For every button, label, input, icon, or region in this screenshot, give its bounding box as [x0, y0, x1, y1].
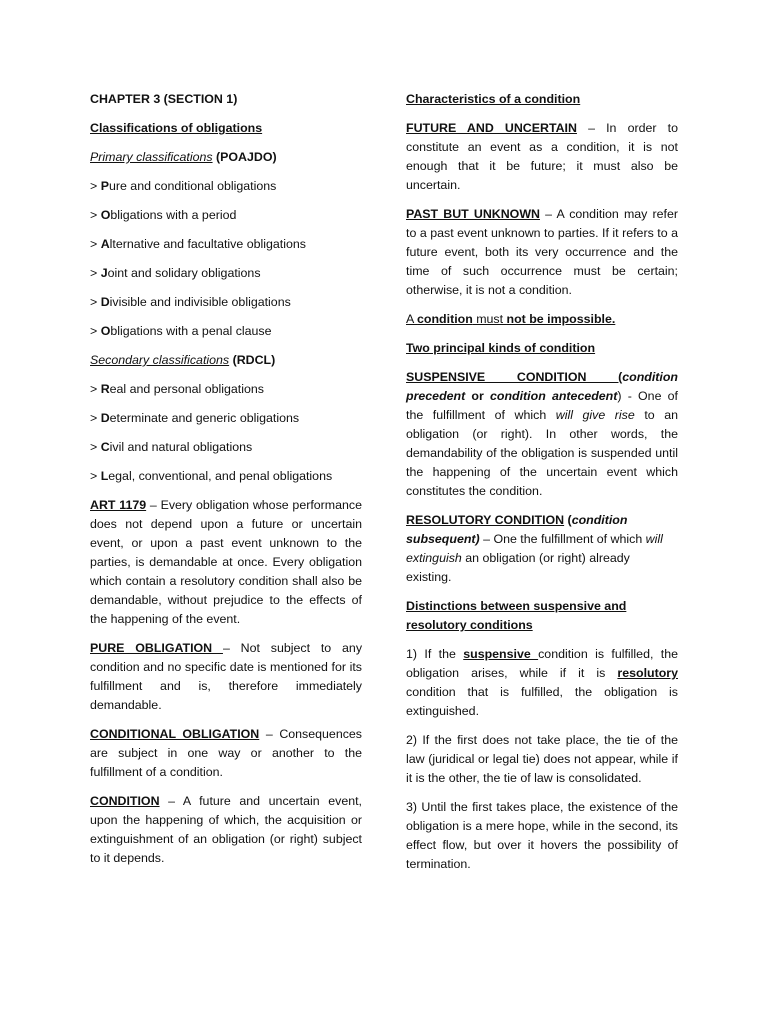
primary-classifications-heading — [90, 148, 362, 167]
characteristics-heading: Characteristics of a condition — [406, 92, 581, 106]
art-1179-paragraph — [90, 496, 362, 629]
classification-item — [90, 322, 362, 341]
primary-acronym: (POAJDO) — [216, 150, 277, 164]
item-text: bligations with a penal clause — [110, 324, 272, 338]
item-text: ivisible and indivisible obligations — [109, 295, 291, 309]
item-initial: O — [100, 324, 111, 338]
item-bullet: > — [90, 295, 101, 309]
distinction-1-part: condition is fulfilled, the obligation arises, while if it is — [406, 647, 678, 680]
resolutory-emphasis: will extinguish — [406, 532, 663, 565]
classification-item — [90, 409, 362, 428]
not-impossible-part: not be impossible. — [506, 312, 616, 326]
primary-list — [90, 177, 362, 341]
past-unknown-term: PAST BUT UNKNOWN — [406, 207, 540, 221]
suspensive-alt1: condition precedent — [406, 370, 678, 403]
item-initial: O — [100, 208, 111, 222]
not-impossible-part: must — [472, 312, 507, 326]
future-uncertain-text: – In order to constitute an event as a condition, it is not enough that it be future; it must also be uncertain. — [406, 121, 678, 192]
conditional-obligation-paragraph — [90, 725, 362, 782]
resolutory-term: RESOLUTORY CONDITION — [406, 513, 565, 527]
distinction-1 — [406, 645, 678, 721]
item-initial: L — [100, 469, 109, 483]
item-text: ure and conditional obligations — [108, 179, 277, 193]
item-bullet: > — [90, 382, 101, 396]
pure-obligation-paragraph — [90, 639, 362, 715]
future-uncertain-paragraph — [406, 119, 678, 195]
item-bullet: > — [90, 411, 101, 425]
past-unknown-paragraph — [406, 205, 678, 300]
classifications-heading: Classifications of obligations — [90, 121, 263, 135]
suspensive-text-2: to an obligation (or right). In other words, the demandability of the obligation is suspended until the happening of the uncertain event which constitutes the condition. — [406, 408, 678, 498]
conditional-obligation-term: CONDITIONAL OBLIGATION — [90, 727, 260, 741]
item-initial: P — [100, 179, 109, 193]
suspensive-term: SUSPENSIVE CONDITION ( — [406, 370, 623, 384]
secondary-acronym: (RDCL) — [232, 353, 276, 367]
distinction-3: 3) Until the first takes place, the existence of the obligation is a mere hope, while in the second, its effect flow, but over it hovers the possibility of termination. — [406, 800, 678, 871]
condition-term: CONDITION — [90, 794, 160, 808]
chapter-title: CHAPTER 3 (SECTION 1) — [90, 92, 238, 106]
distinction-1-part: 1) If the — [406, 647, 464, 661]
suspensive-alt2: condition antecedent — [490, 389, 618, 403]
item-bullet: > — [90, 469, 101, 483]
item-text: egal, conventional, and penal obligations — [108, 469, 333, 483]
condition-paragraph — [90, 792, 362, 868]
not-impossible-part: condition — [417, 312, 473, 326]
item-text: eterminate and generic obligations — [109, 411, 300, 425]
item-bullet: > — [90, 324, 101, 338]
item-initial: D — [100, 411, 110, 425]
resolutory-alt: condition subsequent) — [406, 513, 628, 546]
item-bullet: > — [90, 208, 101, 222]
suspensive-emphasis: will give rise — [555, 408, 635, 422]
suspensive-condition-paragraph — [406, 368, 678, 501]
future-uncertain-term: FUTURE AND UNCERTAIN — [406, 121, 577, 135]
classification-item — [90, 438, 362, 457]
distinction-2: 2) If the first does not take place, the tie of the law (juridical or legal tie) does not appear, while if it is the other, the tie of law is consolidated. — [406, 733, 678, 785]
art-1179-term: ART 1179 — [90, 498, 147, 512]
classification-item — [90, 467, 362, 486]
item-initial: A — [100, 237, 110, 251]
pure-obligation-text: – Not subject to any condition and no specific date is mentioned for its fulfillment and is, therefore immediately demandable. — [90, 641, 363, 712]
left-column — [90, 90, 362, 878]
suspensive-text-1: ) - One of the fulfillment of which — [406, 389, 678, 422]
classification-item — [90, 264, 362, 283]
item-text: lternative and facultative obligations — [109, 237, 306, 251]
item-bullet: > — [90, 266, 101, 280]
item-bullet: > — [90, 237, 101, 251]
two-kinds-heading: Two principal kinds of condition — [406, 341, 596, 355]
distinctions-heading: Distinctions between suspensive and resolutory conditions — [406, 599, 627, 632]
right-column — [406, 90, 678, 884]
pure-obligation-term: PURE OBLIGATION — [90, 641, 223, 655]
resolutory-paren: ( — [564, 513, 572, 527]
classification-item — [90, 177, 362, 196]
item-initial: C — [100, 440, 110, 454]
item-initial: R — [100, 382, 110, 396]
secondary-classifications-heading — [90, 351, 362, 370]
not-impossible-part: A — [406, 312, 418, 326]
item-text: bligations with a period — [110, 208, 237, 222]
not-impossible-note — [406, 310, 678, 329]
primary-label: Primary classifications — [90, 150, 213, 164]
classification-item — [90, 293, 362, 312]
item-text: ivil and natural obligations — [109, 440, 253, 454]
condition-text: – A future and uncertain event, upon the happening of which, the acquisition or extinguishment of an obligation (or right) subject to it depends. — [90, 794, 362, 865]
item-initial: J — [100, 266, 108, 280]
item-bullet: > — [90, 440, 101, 454]
distinction-1-resolutory: resolutory — [617, 666, 678, 680]
resolutory-text-1: – One the fulfillment of which — [479, 532, 646, 546]
item-initial: D — [100, 295, 110, 309]
resolutory-condition-paragraph — [406, 511, 678, 587]
distinction-1-part: condition that is fulfilled, the obligation is extinguished. — [406, 685, 678, 718]
conditional-obligation-text: – Consequences are subject in one way or another to the fulfillment of a condition. — [90, 727, 362, 779]
resolutory-text-2: an obligation (or right) already existing. — [406, 551, 630, 584]
classification-item — [90, 380, 362, 399]
distinction-1-suspensive: suspensive — [463, 647, 539, 661]
classification-item — [90, 235, 362, 254]
past-unknown-text: – A condition may refer to a past event unknown to parties. If it refers to a future event, both its very occurrence and the time of such occurrence must be certain; otherwise, it is not a condition. — [406, 207, 678, 297]
suspensive-or: or — [465, 389, 491, 403]
item-text: eal and personal obligations — [109, 382, 264, 396]
classification-item — [90, 206, 362, 225]
item-text: oint and solidary obligations — [107, 266, 261, 280]
art-1179-text: – Every obligation whose performance does not depend upon a future or uncertain event, or upon a past event unknown to the parties, is demandable at once. Every obligation which contain a resolutory condition shall also be demandable, without prejudice to the effects of the happening of the event. — [90, 498, 362, 626]
secondary-list — [90, 380, 362, 486]
item-bullet: > — [90, 179, 101, 193]
secondary-label: Secondary classifications — [90, 353, 230, 367]
